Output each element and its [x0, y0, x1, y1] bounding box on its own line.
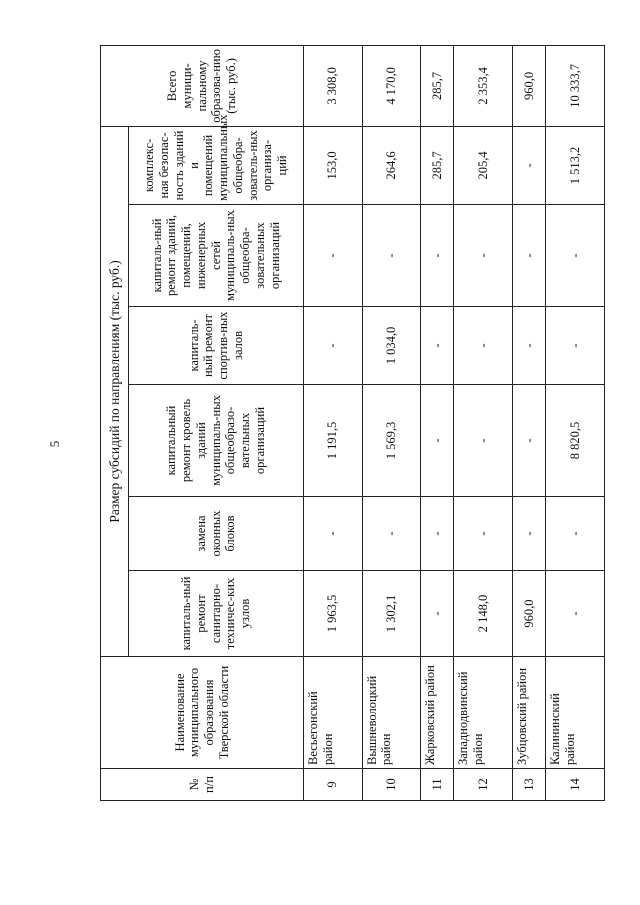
header-name: Наименование муниципального образования Тверской области	[101, 657, 304, 769]
row-total: 4 170,0	[362, 45, 421, 126]
header-group: Размер субсидий по направлениям (тыс. руб.)	[101, 126, 129, 656]
table-row	[304, 45, 363, 800]
row-total: 2 353,4	[454, 45, 513, 126]
row-name: Калининский район	[546, 657, 605, 769]
subsidy-table-container	[100, 49, 605, 801]
row-total: 960,0	[512, 45, 545, 126]
row-num: 14	[546, 769, 605, 801]
row-value: -	[546, 205, 605, 307]
header-col: капиталь-ный ремонт спортив-ных залов	[129, 307, 304, 385]
row-value: 1 569,3	[362, 385, 421, 497]
row-value: -	[512, 307, 545, 385]
row-value: 8 820,5	[546, 385, 605, 497]
row-value: 264,6	[362, 126, 421, 204]
header-col: замена оконных блоков	[129, 497, 304, 571]
row-value: 285,7	[421, 126, 454, 204]
row-value: 1 963,5	[304, 571, 363, 657]
row-value: -	[304, 497, 363, 571]
header-col: капиталь-ный ремонт санитарно-техничес-ких узлов	[129, 571, 304, 657]
row-value: -	[304, 307, 363, 385]
row-value: 1 191,5	[304, 385, 363, 497]
row-num: 13	[512, 769, 545, 801]
row-value: 1 034,0	[362, 307, 421, 385]
row-value: -	[362, 497, 421, 571]
row-value: -	[546, 497, 605, 571]
header-num: № п/п	[101, 769, 304, 801]
row-value: -	[421, 497, 454, 571]
row-value: -	[512, 205, 545, 307]
row-value: -	[546, 307, 605, 385]
row-value: 205,4	[454, 126, 513, 204]
table-row	[421, 45, 454, 800]
row-num: 12	[454, 769, 513, 801]
row-value: 960,0	[512, 571, 545, 657]
row-value: -	[454, 205, 513, 307]
row-value: 153,0	[304, 126, 363, 204]
row-name: Зубцовский район	[512, 657, 545, 769]
row-value: 2 148,0	[454, 571, 513, 657]
row-value: -	[421, 385, 454, 497]
row-total: 10 333,7	[546, 45, 605, 126]
row-value: -	[512, 126, 545, 204]
row-name: Вышневолоцкий район	[362, 657, 421, 769]
row-value: 1 513,2	[546, 126, 605, 204]
table-row	[454, 45, 513, 800]
row-name: Западнодвинский район	[454, 657, 513, 769]
row-name: Жарковский район	[421, 657, 454, 769]
row-value: -	[546, 571, 605, 657]
row-value: -	[304, 205, 363, 307]
row-value: -	[512, 497, 545, 571]
row-num: 9	[304, 769, 363, 801]
subsidy-table	[100, 45, 605, 801]
row-value: -	[454, 307, 513, 385]
row-value: -	[421, 571, 454, 657]
header-col: капитальный ремонт кровель зданий муниципаль-ных общеобразо-вательных организаций	[129, 385, 304, 497]
header-col: капиталь-ный ремонт зданий, помещений, инженерных сетей муниципаль-ных общеобра-зовательных организаций	[129, 205, 304, 307]
row-value: 1 302,1	[362, 571, 421, 657]
row-num: 10	[362, 769, 421, 801]
row-value: -	[362, 205, 421, 307]
row-total: 285,7	[421, 45, 454, 126]
row-total: 3 308,0	[304, 45, 363, 126]
header-total: Всего муници-пальному образова-нию (тыс. руб.)	[101, 45, 304, 126]
row-value: -	[512, 385, 545, 497]
page-number: 5	[47, 440, 62, 448]
row-value: -	[421, 307, 454, 385]
table-row	[512, 45, 545, 800]
row-name: Весьегонский район	[304, 657, 363, 769]
row-value: -	[454, 497, 513, 571]
row-num: 11	[421, 769, 454, 801]
header-col: комплекс-ная безопас-ность зданий и помещений муниципальных общеобра-зователь-ных организа-ций	[129, 126, 304, 204]
table-row	[362, 45, 421, 800]
row-value: -	[454, 385, 513, 497]
table-row	[546, 45, 605, 800]
row-value: -	[421, 205, 454, 307]
